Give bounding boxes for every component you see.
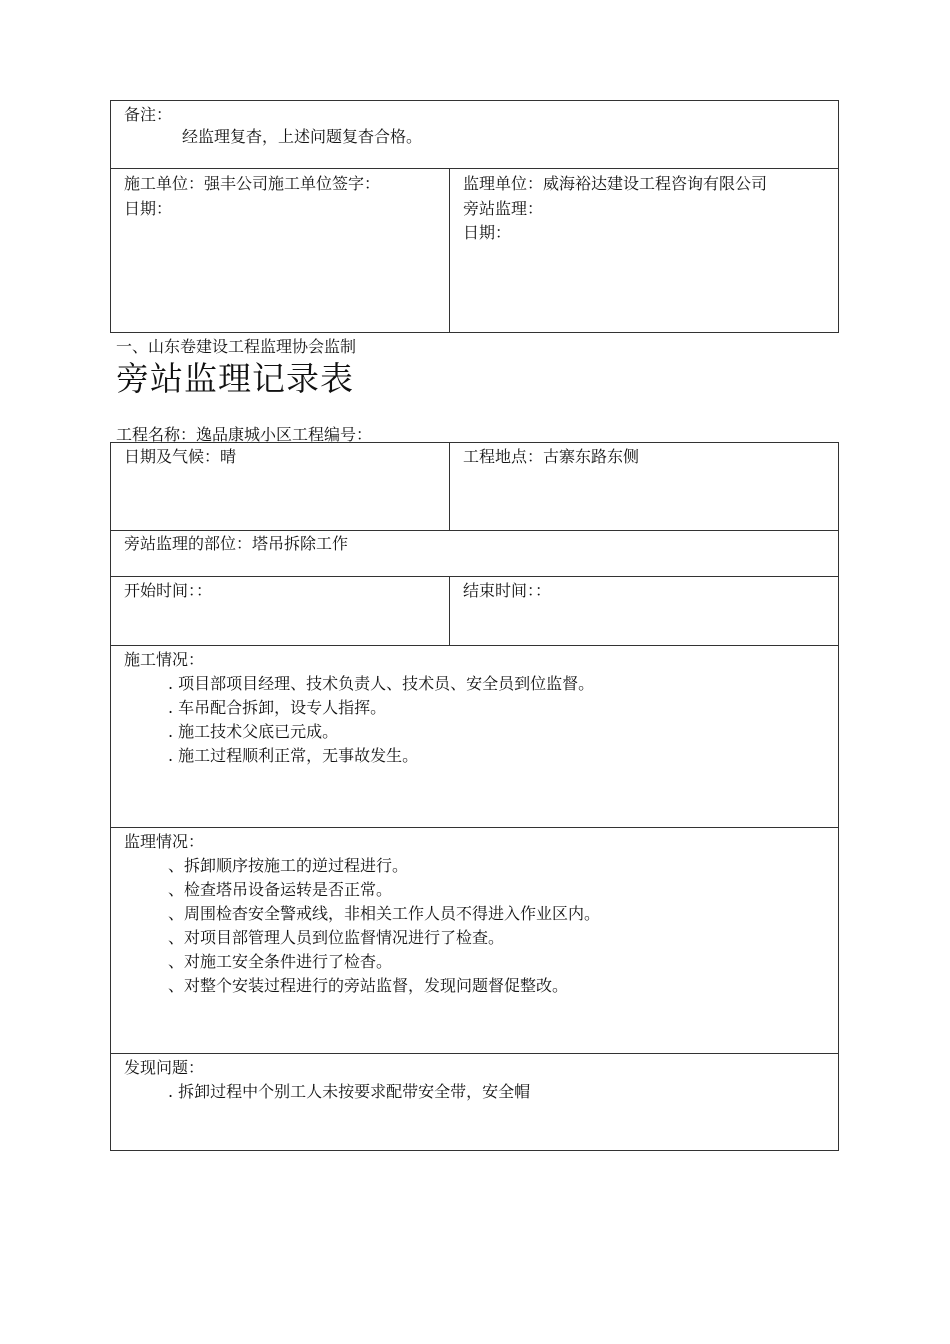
row-divider: [110, 645, 839, 646]
row-divider: [110, 530, 839, 531]
association-line: 一、山东卷建设工程监理协会监制: [116, 337, 357, 356]
supervision-item: 、对项目部管理人员到位监督情况进行了检查。: [168, 928, 505, 947]
document-title: 旁站监理记录表: [116, 359, 354, 398]
row-divider: [110, 827, 839, 828]
supervisor-date: 日期：: [463, 223, 512, 242]
project-location: 工程地点：古寨东路东侧: [463, 447, 640, 466]
contractor-signature: 施工单位：强丰公司施工单位签字：: [124, 174, 381, 193]
supervision-item: 、对施工安全条件进行了检杳。: [168, 952, 393, 971]
onsite-supervisor: 旁站监理：: [463, 199, 544, 218]
column-divider: [449, 576, 450, 645]
supervision-item: 、对整个安装过程进行的旁站监督，发现问题督促整改。: [168, 976, 569, 995]
construction-item: . 项目部项目经理、技术负责人、技术员、安全员到位监督。: [168, 674, 595, 693]
date-weather: 日期及气候：晴: [124, 447, 237, 466]
issues-item: . 拆卸过程中个别工人未按要求配带安全带，安全帽: [168, 1082, 531, 1101]
remarks-label: 备注：: [124, 105, 173, 124]
supervision-label: 监理情况：: [124, 832, 205, 851]
supervision-position: 旁站监理的部位：塔吊拆除工作: [124, 534, 349, 553]
issues-label: 发现问题：: [124, 1058, 205, 1077]
supervisor-unit: 监理单位：威海裕达建设工程咨询有限公司: [463, 174, 768, 193]
contractor-date: 日期：: [124, 199, 173, 218]
start-time: 开始时间：：: [124, 581, 213, 600]
top-table-column-divider: [449, 168, 450, 333]
supervision-item: 、周围检杳安全警戒线，非相关工作人员不得进入作业区内。: [168, 904, 601, 923]
construction-item: . 车吊配合拆卸，设专人指挥。: [168, 698, 387, 717]
construction-label: 施工情况：: [124, 650, 205, 669]
supervision-item: 、检查塔吊设备运转是否正常。: [168, 880, 393, 899]
construction-item: . 施工过程顺利正常，无事故发生。: [168, 746, 419, 765]
column-divider: [449, 442, 450, 530]
end-time: 结束时间：：: [463, 581, 552, 600]
project-line: 工程名称：逸品康城小区工程编号：: [116, 425, 373, 444]
supervision-item: 、拆卸顺序按施工的逆过程进行。: [168, 856, 409, 875]
row-divider: [110, 576, 839, 577]
remarks-text: 经监理复杳，上述问题复杳合格。: [182, 127, 423, 146]
construction-item: . 施工技术父底已元成。: [168, 722, 339, 741]
row-divider: [110, 1053, 839, 1054]
top-table-divider: [110, 168, 839, 169]
